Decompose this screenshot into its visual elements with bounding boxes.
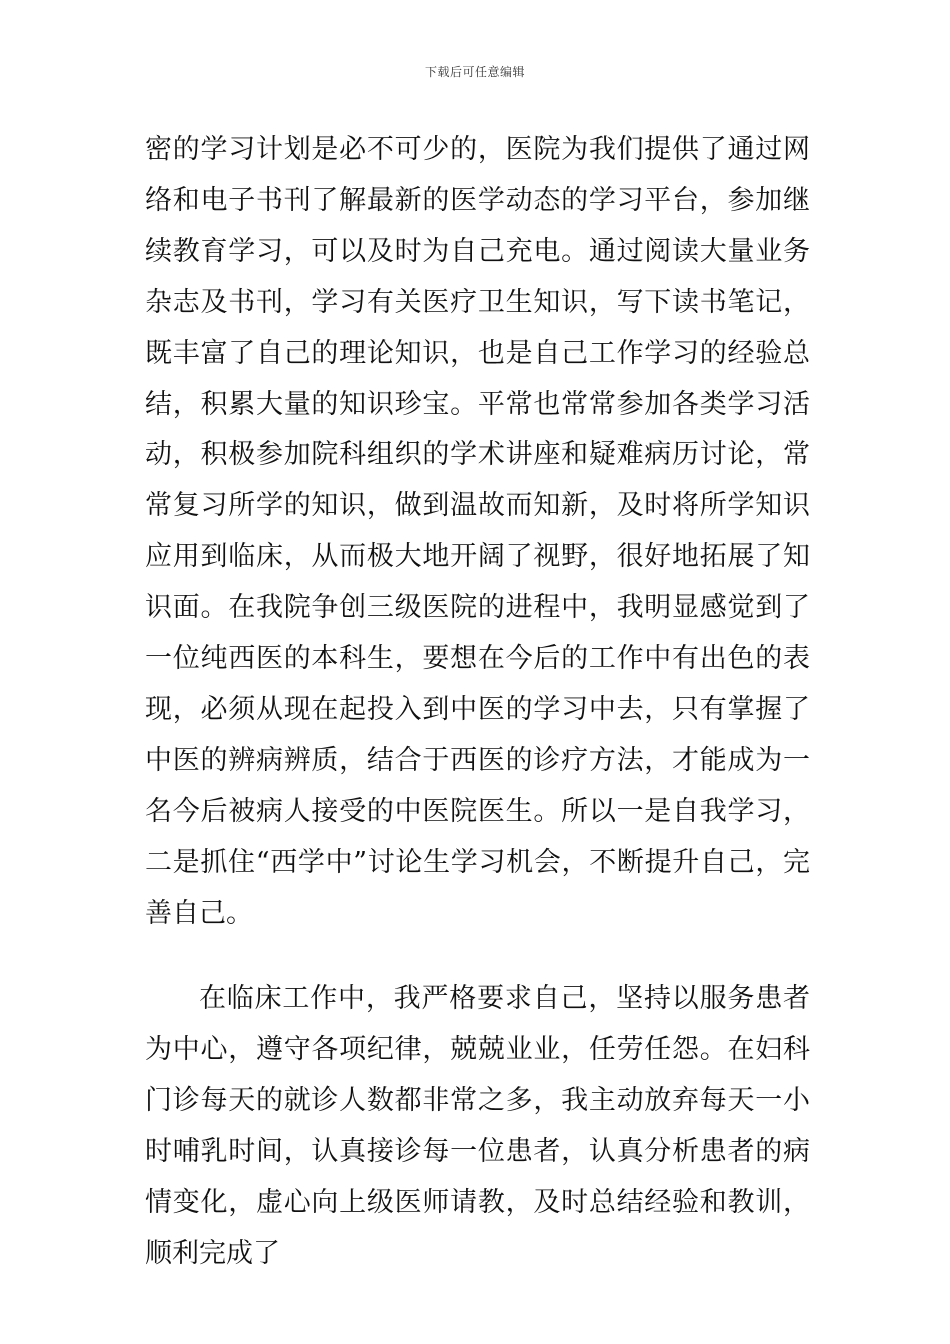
paragraph-block-1 — [145, 125, 810, 940]
paragraph-text: 密的学习计划是必不可少的，医院为我们提供了通过网络和电子书刊了解最新的医学动态的学习平台，参加继续教育学习，可以及时为自己充电。通过阅读大量业务杂志及书刊，学习有关医疗卫生知识，写下读书笔记，既丰富了自己的理论知识，也是自己工作学习的经验总结，积累大量的知识珍宝。平常也常常参加各类学习活动，积极参加院科组织的学术讲座和疑难病历讨论，常常复习所学的知识，做到温故而知新，及时将所学知识应用到临床，从而极大地开阔了视野，很好地拓展了知识面。在我院争创三级医院的进程中，我明显感觉到了一位纯西医的本科生，要想在今后的工作中有出色的表现，必须从现在起投入到中医的学习中去，只有掌握了中医的辨病辨质，结合于西医的诊疗方法，才能成为一名今后被病人接受的中医院医生。所以一是自我学习，二是抓住“西学中”讨论生学习机会，不断提升自己，完善自己。 — [145, 134, 810, 929]
page-header: 下载后可任意编辑 — [424, 65, 525, 79]
paragraph-block-2 — [145, 974, 810, 1279]
paragraph-text: 在临床工作中，我严格要求自己，坚持以服务患者为中心，遵守各项纪律，兢兢业业，任劳任怨。在妇科门诊每天的就诊人数都非常之多，我主动放弃每天一小时哺乳时间，认真接诊每一位患者，认真分析患者的病情变化，虚心向上级医师请教，及时总结经验和教训，顺利完成了 — [145, 983, 810, 1269]
